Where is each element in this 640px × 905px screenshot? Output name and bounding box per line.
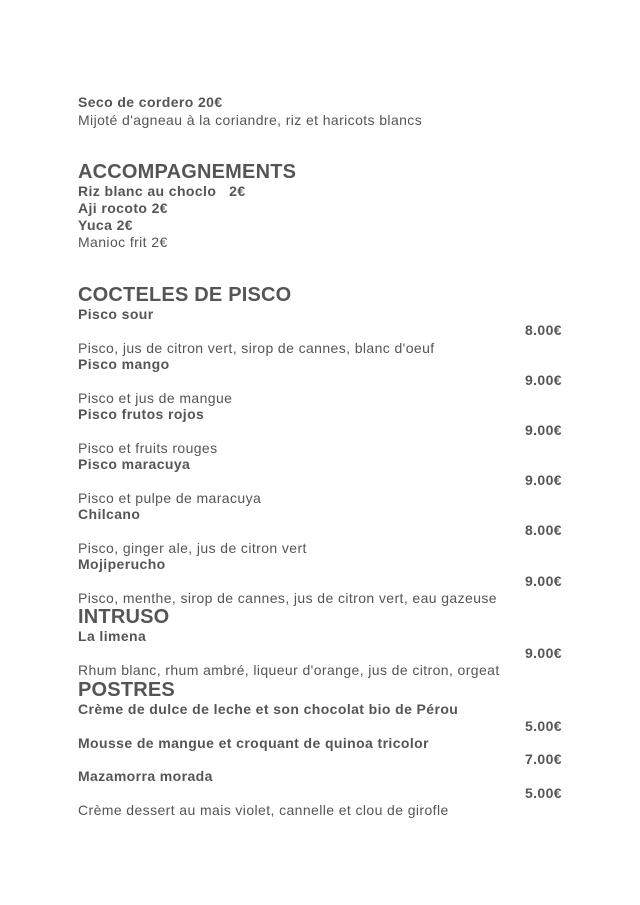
dish-description: Mijoté d'agneau à la coriandre, riz et haricots blancs: [78, 112, 423, 128]
drink-price: 8.00€: [524, 522, 562, 538]
drink-description: Pisco et pulpe de maracuya: [78, 490, 262, 506]
section-title-cocteles: COCTELES DE PISCO: [78, 284, 292, 306]
dessert-description: Crème dessert au mais violet, cannelle et clou de girofle: [78, 802, 449, 818]
drink-name: La limena: [78, 628, 147, 644]
drink-name: Pisco frutos rojos: [78, 406, 205, 422]
drink-name: Pisco sour: [78, 306, 154, 322]
drink-name: Pisco mango: [78, 356, 170, 372]
dessert-name: Mazamorra morada: [78, 768, 213, 784]
drink-name: Chilcano: [78, 506, 141, 522]
drink-description: Pisco, menthe, sirop de cannes, jus de citron vert, eau gazeuse: [78, 590, 497, 606]
side-item: Yuca 2€: [78, 217, 133, 233]
dessert-name: Crème de dulce de leche et son chocolat bio de Pérou: [78, 701, 459, 717]
dessert-price: 5.00€: [524, 718, 562, 734]
dish-name: Seco de cordero 20€: [78, 94, 223, 110]
drink-price: 8.00€: [524, 322, 562, 338]
drink-description: Pisco, jus de citron vert, sirop de cannes, blanc d'oeuf: [78, 340, 435, 356]
drink-price: 9.00€: [524, 422, 562, 438]
side-item: Riz blanc au choclo 2€: [78, 183, 246, 199]
drink-name: Mojiperucho: [78, 556, 166, 572]
section-title-accompagnements: ACCOMPAGNEMENTS: [78, 161, 297, 183]
dessert-name: Mousse de mangue et croquant de quinoa tricolor: [78, 735, 429, 751]
section-title-postres: POSTRES: [78, 679, 175, 701]
side-item: Manioc frit 2€: [78, 234, 168, 250]
drink-price: 9.00€: [524, 372, 562, 388]
drink-description: Pisco et fruits rouges: [78, 440, 218, 456]
dessert-price: 5.00€: [524, 785, 562, 801]
drink-description: Pisco, ginger ale, jus de citron vert: [78, 540, 307, 556]
drink-description: Rhum blanc, rhum ambré, liqueur d'orange, jus de citron, orgeat: [78, 662, 500, 678]
drink-description: Pisco et jus de mangue: [78, 390, 233, 406]
dessert-price: 7.00€: [524, 751, 562, 767]
drink-price: 9.00€: [524, 573, 562, 589]
side-item: Aji rocoto 2€: [78, 200, 168, 216]
drink-name: Pisco maracuya: [78, 456, 191, 472]
drink-price: 9.00€: [524, 645, 562, 661]
drink-price: 9.00€: [524, 472, 562, 488]
section-title-intruso: INTRUSO: [78, 606, 170, 628]
